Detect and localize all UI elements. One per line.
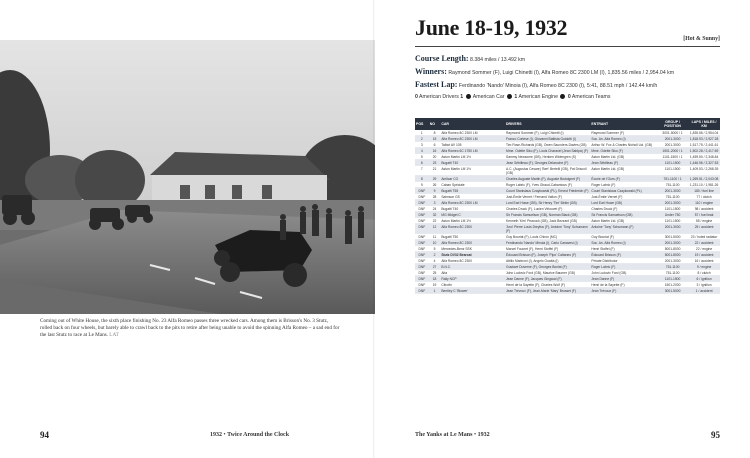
results-body <box>415 130 720 294</box>
cell-drivers: A.C. (Augustus Cesare) 'Bert' Bertelli (GB), Pat Driscoll (GB) <box>505 166 590 176</box>
cell-laps: 19 / accident <box>688 252 720 258</box>
cell-drivers: Franco Cortese (I), Giovanni Battista Guidotti (I) <box>505 136 590 142</box>
fastest-lap-label: Fastest Lap: <box>415 80 458 89</box>
cell-entrant: Soc. An. Alfa Romeo (I) <box>590 136 657 142</box>
course-length-line <box>415 53 725 66</box>
cell-laps: 1,835.56 / 2,954.04 <box>689 130 719 135</box>
running-head-year: 1932 <box>477 432 490 438</box>
cell-group: 5001-8000 <box>657 246 688 252</box>
cell-no: 3 <box>429 200 441 206</box>
cell-drivers: Charles Druck (F), Lucien Virlouvet (F) <box>505 206 590 212</box>
cell-group: 2001-3000 <box>657 224 688 234</box>
cell-pos: DNF <box>415 270 429 276</box>
cell-drivers: Jean Danne (F), Jacques Gingaud (F) <box>505 276 590 282</box>
star-icon <box>507 94 512 99</box>
american-stats-line <box>415 92 725 103</box>
cell-pos: DNF <box>415 264 429 270</box>
cell-drivers: Sir Francis Samuelson (GB), Norman Black (GB) <box>505 212 590 218</box>
cell-pos: 3 <box>415 142 429 148</box>
cell-no: 9 <box>429 188 441 194</box>
running-head-title: The Yanks at Le Mans <box>415 432 473 438</box>
cell-pos: 4 <box>415 148 429 154</box>
cell-pos: 8 <box>415 176 429 182</box>
cell-laps: 23 / holed radiator <box>688 234 720 240</box>
running-head-separator: • <box>223 432 226 438</box>
cell-entrant: Aston Martin Ltd. (GB) <box>590 166 657 176</box>
cell-no: 1 <box>429 288 441 294</box>
cell-entrant: Aston Martin Ltd. (GB) <box>590 154 657 160</box>
cell-no: 24 <box>429 206 441 212</box>
cell-pos: DNF <box>415 194 429 200</box>
cell-laps: 1,459.50 / 2,348.84 <box>689 154 719 159</box>
cell-group: 751-1100 <box>657 182 688 188</box>
cell-group: 751-1100 <box>657 194 688 200</box>
cell-drivers: Roger Labric (F), Yves Giraud-Cabantous (F) <box>505 182 590 188</box>
star-icon <box>466 94 471 99</box>
cell-group: 2001-3000 <box>657 136 688 142</box>
cell-group: 751-1100 / 1 <box>657 176 688 182</box>
cell-entrant: Soc. An. Alfa Romeo (I) <box>590 240 657 246</box>
cell-pos: DNF <box>415 258 429 264</box>
cell-entrant: Henri de la Sayette (F) <box>590 282 657 288</box>
cell-laps: 180 / fuel line <box>688 188 720 194</box>
photo-caption <box>40 318 340 339</box>
cell-no: 22 <box>429 218 441 224</box>
cell-car: Aston Martin LM 1½ <box>440 218 505 224</box>
weather-label: [Hot & Sunny] <box>683 36 720 42</box>
cell-drivers: Ferdinando 'Nando' Minoia (I), Carlo Canavesi (I) <box>505 240 590 246</box>
cell-car: Mercedes-Benz SSK <box>440 246 505 252</box>
running-head-separator: • <box>473 432 477 438</box>
cell-entrant: Aston Martin Ltd. (GB) <box>590 218 657 224</box>
cell-group: Under 750 <box>657 212 688 218</box>
cell-no: 26 <box>429 182 441 188</box>
cell-pos: DNF <box>415 288 429 294</box>
header-no: NO <box>429 118 441 130</box>
cell-entrant: Henri Stoffel (F) <box>590 246 657 252</box>
cell-drivers: Marcel Foucret (F), Henri Stoffel (F) <box>505 246 590 252</box>
cell-car: Bugatti T50 <box>440 234 505 240</box>
cell-laps: 9 / engine <box>688 264 720 270</box>
cell-entrant: Just-Émile Vernet (F) <box>590 194 657 200</box>
star-icon <box>560 94 565 99</box>
cell-group: 1101-1500 <box>657 276 688 282</box>
cell-no: 5 <box>429 246 441 252</box>
running-head-year: 1932 <box>210 432 222 438</box>
cell-group: 1501-2000 <box>657 282 688 288</box>
cell-no: 6 <box>429 142 441 148</box>
cell-no: 19 <box>429 282 441 288</box>
cell-laps: 3 / ignition <box>688 282 720 288</box>
cell-laps: 57 / fuel leak <box>688 212 720 218</box>
cell-no: 16 <box>429 148 441 154</box>
cell-pos: DNF <box>415 218 429 224</box>
cell-laps: 55 / engine <box>688 218 720 224</box>
cell-entrant: Guy Bouriat (F) <box>590 234 657 240</box>
cell-drivers: Jean Sébilleau (F), Georges Delaroche (F) <box>505 160 590 166</box>
cell-pos: DNF <box>415 200 429 206</box>
american-car-count: 1 <box>460 94 464 100</box>
cell-pos: DNF <box>415 252 429 258</box>
cell-entrant: John Ludovic Ford (GB) <box>590 270 657 276</box>
page-number-left: 94 <box>40 430 49 440</box>
american-engine-count: 1 <box>514 94 518 100</box>
american-car-label: American Car <box>472 94 505 100</box>
cell-drivers: Attilio Marinoni (I), Angelo Guatta (I) <box>505 258 590 264</box>
table-row <box>415 288 720 294</box>
cell-no: 8 <box>429 130 441 136</box>
cell-laps: 22 / accident <box>688 240 720 246</box>
cell-pos: DNF <box>415 206 429 212</box>
table-row <box>415 166 720 176</box>
cell-drivers: Kenneth 'Kim' Peacock (GB), Jack Bezzant (GB) <box>505 218 590 224</box>
cell-pos: 1 <box>415 130 429 136</box>
cell-drivers: Édouard Brisson (F), Joseph 'Pipo' Cattaneo (F) <box>505 252 590 258</box>
cell-drivers: Gustave Duverne (F), Georges Bonlat (F) <box>505 264 590 270</box>
cell-group: 2001-3000 <box>657 200 688 206</box>
cell-no: 2 <box>429 252 441 258</box>
cell-car: Citroën <box>440 282 505 288</box>
race-photo-illustration <box>0 40 382 314</box>
cell-no: 18 <box>429 276 441 282</box>
cell-laps: 1,502.28 / 2,417.69 <box>689 148 719 153</box>
american-teams-count: 0 <box>567 94 571 100</box>
cell-group: 751-1100 <box>657 270 688 276</box>
american-engine-label: American Engine <box>518 94 558 100</box>
page-number-right: 95 <box>711 430 720 440</box>
cell-entrant: Antoine 'Tony' Schumann (F) <box>590 224 657 234</box>
cell-no: 20 <box>429 154 441 160</box>
cell-car: Bugatti T40 <box>440 160 505 166</box>
cell-car: Talbot AV 105 <box>440 142 505 148</box>
cell-entrant: Raymond Sommer (F) <box>590 130 657 136</box>
cell-group: 3001-5000 / 1 <box>657 130 688 136</box>
running-head-right <box>415 432 490 438</box>
cell-car: B.N.C. <box>440 264 505 270</box>
cell-group: 2001-3000 <box>657 240 688 246</box>
cell-group: 1101-1500 / 1 <box>657 154 688 160</box>
cell-entrant: Roger Labric (F) <box>590 264 657 270</box>
cell-pos: DNF <box>415 276 429 282</box>
cell-pos: DNF <box>415 240 429 246</box>
cell-entrant: Charles Druck (F) <box>590 206 657 212</box>
cell-car: Caban Spéciale <box>440 182 505 188</box>
cell-group: 2001-3000 <box>657 188 688 194</box>
cell-laps: 1,231.10 / 1,981.26 <box>689 182 719 187</box>
table-row <box>415 224 720 234</box>
running-head-left <box>210 432 289 438</box>
cell-car: Alfa Romeo 6C 1750 LM <box>440 148 505 154</box>
american-drivers-label: American Drivers <box>419 94 459 100</box>
cell-car: Alfa Romeo 8C 2300 <box>440 258 505 264</box>
cell-pos: DNF <box>415 234 429 240</box>
cell-pos: DNF <box>415 188 429 194</box>
cell-group: 1501-2000 / 1 <box>657 148 688 154</box>
cell-entrant: Sir Francis Samuelson (GB) <box>590 212 657 218</box>
cell-drivers: Just-Émile Vernet / Fernand Vallon (F) <box>505 194 590 200</box>
cell-drivers: Henri de la Sayette (F), Charles Wolf (F) <box>505 282 590 288</box>
cell-drivers: Charles Auguste Martin (F), Auguste Bodoignet (F) <box>505 176 590 182</box>
cell-no: 11 <box>429 234 441 240</box>
cell-pos: DNF <box>415 282 429 288</box>
cell-laps: 1,818.93 / 2,927.28 <box>689 136 719 141</box>
cell-car: Aston Martin LM 1½ <box>440 166 505 176</box>
cell-no: 21 <box>429 166 441 176</box>
cell-no: 27 <box>429 264 441 270</box>
cell-car: Alfa Romeo 8C 2300 LM <box>440 200 505 206</box>
cell-car: Alta <box>440 270 505 276</box>
header-drivers: DRIVERS <box>505 118 590 130</box>
cell-no: 10 <box>429 240 441 246</box>
cell-car: Alfa Romeo 8C 2300 LM <box>440 130 505 136</box>
cell-laps: 77 / clutch <box>688 194 720 200</box>
course-length-value: 8.384 miles / 13.492 km <box>470 57 526 63</box>
cell-no: 28 <box>429 194 441 200</box>
cell-laps: 1,446.96 / 2,327.53 <box>689 160 719 165</box>
cell-no: 25 <box>429 270 441 276</box>
cell-pos: 9 <box>415 182 429 188</box>
cell-no: 29 <box>429 176 441 182</box>
cell-entrant: Roger Labric (F) <box>590 182 657 188</box>
cell-drivers: Tim Rose-Richards (GB), Owen Saunders-Davies (GB) <box>505 142 590 148</box>
winners-label: Winners: <box>415 67 447 76</box>
winners-line <box>415 66 725 79</box>
cell-car: Alfa Romeo 8C 2300 <box>440 224 505 234</box>
cell-group: 2001-3000 <box>657 258 688 264</box>
fastest-lap-value: Ferdinando 'Nando' Minoia (I), Alfa Romeo 8C 2300 (I), 5:41, 88.51 mph / 142.44 km/h <box>458 83 658 89</box>
cell-group: 1101-1500 <box>657 166 688 176</box>
cell-laps: 98 / accident <box>688 206 720 212</box>
cell-laps: 1 / accident <box>688 288 720 294</box>
cell-no: 15 <box>429 136 441 142</box>
cell-laps: 1,269.51 / 2,043.08 <box>689 176 719 181</box>
cell-group: 3001-5000 <box>657 234 688 240</box>
cell-car: MG Midget C <box>440 212 505 218</box>
fastest-lap-line <box>415 79 725 92</box>
race-photo <box>0 40 382 314</box>
cell-pos: DNF <box>415 212 429 218</box>
right-page <box>375 0 750 458</box>
american-drivers-count: 0 <box>415 94 418 100</box>
cell-car: Aston Martin LM 1½ <box>440 154 505 160</box>
cell-drivers: 'Ano' Pierre Louis Dreyfus (F), Antoine 'Tony' Schumann (F) <box>505 224 590 234</box>
cell-drivers: Guy Bouriat (F), Louis Chiron (MC) <box>505 234 590 240</box>
cell-entrant: Arthur W. Fox & Charles Nicholl Ltd. (GB) <box>590 142 657 148</box>
cell-laps: 16 / accident <box>688 258 720 264</box>
cell-car: Bugatti T40 <box>440 206 505 212</box>
cell-car: Salmson GS <box>440 194 505 200</box>
cell-drivers: Lord Earl Howe (GB), Sir Henry 'Tim' Birkin (GB) <box>505 200 590 206</box>
header-laps: LAPS / MILES / KM <box>688 118 720 130</box>
cell-drivers: Jean Trévoux (F), Jean-Marie 'Mary' Brusset (F) <box>505 288 590 294</box>
cell-group: 751-1100 <box>657 264 688 270</box>
cell-no: 32 <box>429 212 441 218</box>
cell-drivers: Sammy Newsome (GB), Henken Widengren (S) <box>505 154 590 160</box>
cell-pos: 7 <box>415 166 429 176</box>
cell-laps: 8 / clutch <box>688 270 720 276</box>
results-table <box>415 118 720 294</box>
caption-text: Coming out of White House, the sixth place finishing No. 23 Alfa Romeo passes three wrecked cars. Among them is Brisson's No. 3 Stutz, rolled back on four wheels, but barely able to crawl back to the pits to retire after being unable to avoid the spinning Alfa Romeo – a sad end for the last Stutz to race at Le Mans. <box>40 318 340 338</box>
cell-entrant: Lord Earl Howe (GB) <box>590 200 657 206</box>
course-length-label: Course Length: <box>415 54 469 63</box>
cell-car: Stutz DV32 Bearcat <box>440 252 505 258</box>
cell-car: Alfa Romeo 8C 2300 LM <box>440 136 505 142</box>
cell-entrant: Jean Trévoux (F) <box>590 288 657 294</box>
cell-laps: 1,517.75 / 2,441.61 <box>689 142 719 147</box>
cell-drivers: Mme. Odette Siko (F), Louis Charavel (Jean Sabipa) (F) <box>505 148 590 154</box>
cell-pos: 2 <box>415 136 429 142</box>
race-date-title: June 18-19, 1932 <box>415 15 568 40</box>
cell-pos: 6 <box>415 160 429 166</box>
cell-drivers: Count Stanislaus Czaykowski (PL), Ernest Friederich (F) <box>506 188 589 193</box>
cell-entrant: Jean Danne (F) <box>590 276 657 282</box>
header-pos: POS <box>415 118 429 130</box>
title-rule <box>415 46 720 47</box>
cell-entrant: Jean Sébilleau (F) <box>590 160 657 166</box>
cell-drivers: Raymond Sommer (F), Luigi Chinetti (I) <box>505 130 590 136</box>
header-car: CAR <box>440 118 505 130</box>
cell-car: Amilcar CO <box>440 176 505 182</box>
cell-laps: 6 / ignition <box>688 276 720 282</box>
cell-pos: DNF <box>415 224 429 234</box>
running-head-title: Twice Around the Clock <box>227 432 290 438</box>
cell-laps: 110 / engine <box>688 200 720 206</box>
cell-drivers: John Ludovic Ford (GB), Maurice Baumer (GB) <box>505 270 590 276</box>
winners-value: Raymond Sommer (F), Luigi Chinetti (I), Alfa Romeo 8C 2300 LM (I), 1,835.56 miles / 2,954.04 km <box>448 70 675 76</box>
cell-entrant: Private Distributor <box>590 258 657 264</box>
caption-credit: LAT <box>109 332 119 338</box>
cell-laps: 22 / engine <box>688 246 720 252</box>
cell-group: 1101-1500 <box>657 218 688 224</box>
header-entrant: ENTRANT <box>590 118 657 130</box>
cell-entrant: Écurie de l'Ours (F) <box>590 176 657 182</box>
american-teams-label: American Teams <box>571 94 611 100</box>
cell-entrant: Count Stanislaus Czaykowski (PL) <box>590 188 657 194</box>
cell-group: 3001-5000 <box>657 288 688 294</box>
cell-laps: 1,409.53 / 2,268.39 <box>688 166 720 176</box>
cell-car: Bugatti T55 <box>440 188 505 194</box>
cell-no: 12 <box>429 224 441 234</box>
cell-group: 2001-3000 <box>657 142 688 148</box>
cell-pos: 5 <box>415 154 429 160</box>
cell-car: Rally NCP <box>440 276 505 282</box>
cell-entrant: Mme. Odette Siko (F) <box>590 148 657 154</box>
cell-car: Alfa Romeo 8C 2300 <box>440 240 505 246</box>
header-group: GROUP / POSITION <box>657 118 688 130</box>
cell-group: 5001-8000 <box>657 252 688 258</box>
cell-car: Bentley C 'Blower' <box>440 288 505 294</box>
cell-pos: DNF <box>415 246 429 252</box>
race-facts <box>415 53 725 103</box>
cell-no: 23 <box>429 160 441 166</box>
cell-group: 1101-1500 <box>657 160 688 166</box>
cell-group: 1101-1500 <box>657 206 688 212</box>
results-header-row <box>415 118 720 130</box>
cell-laps: 25 / accident <box>688 224 720 234</box>
cell-no: 4 <box>429 258 441 264</box>
cell-entrant: Édouard Brisson (F) <box>590 252 657 258</box>
